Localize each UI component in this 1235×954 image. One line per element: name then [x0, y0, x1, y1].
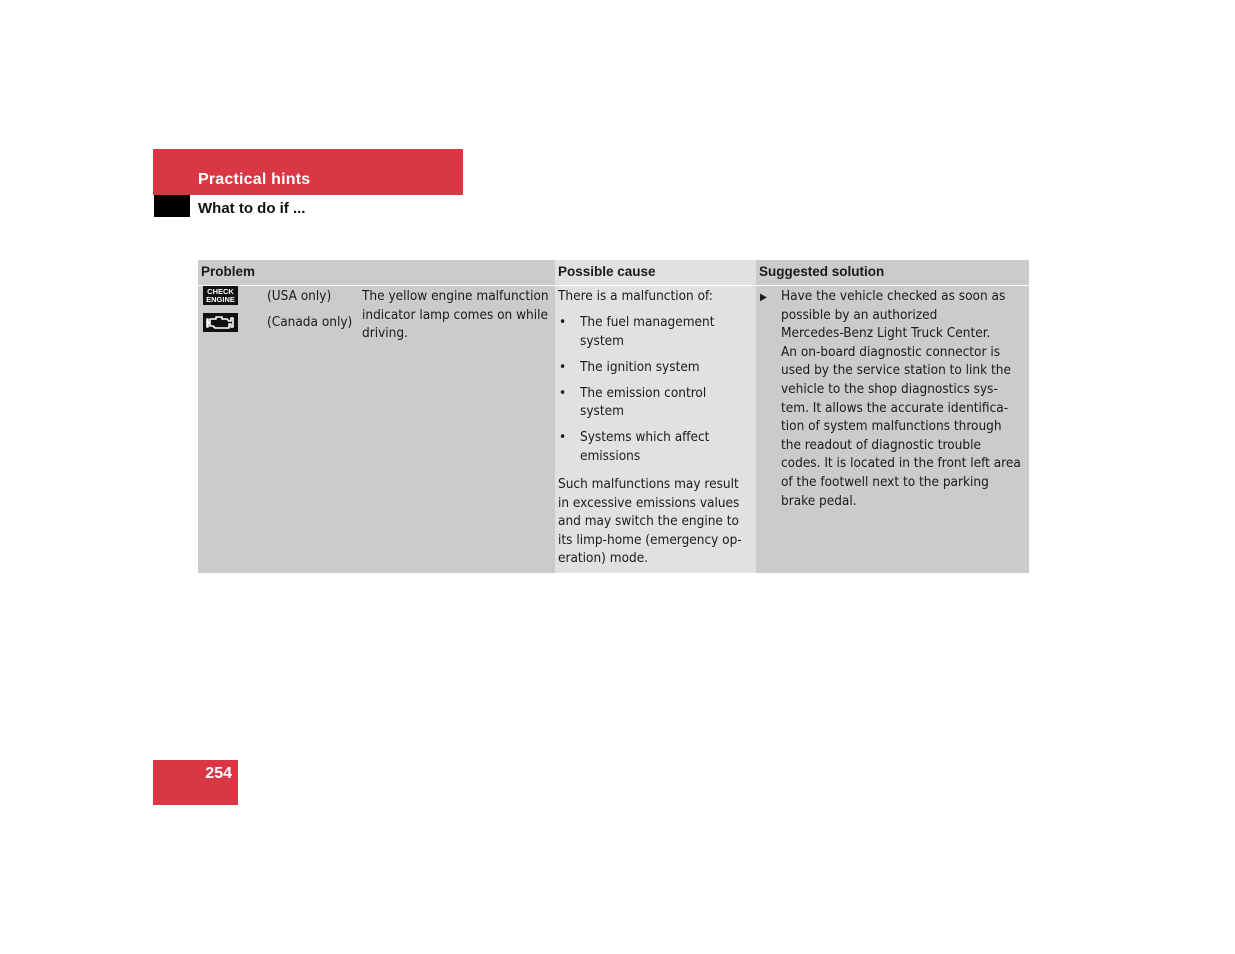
bullet-icon: • [559, 429, 567, 446]
list-item: • Systems which affect emissions [559, 429, 710, 465]
table-header-row [198, 260, 1029, 285]
page-subtitle: What to do if ... [198, 200, 306, 217]
column-header-cause: Possible cause [555, 260, 756, 285]
page-number-tab [153, 760, 238, 805]
region-usa: (USA only) [267, 288, 332, 304]
list-item: • The fuel management system [559, 314, 715, 349]
arrow-right-icon: ▶ [760, 292, 767, 303]
bullet-icon: • [559, 384, 567, 401]
solution-cell [756, 286, 1029, 573]
section-marker [154, 195, 190, 217]
column-header-solution: Suggested solution [756, 260, 1029, 285]
page-number: 254 [205, 765, 232, 782]
bullet-icon: • [559, 358, 567, 375]
section-header-bar [153, 149, 463, 195]
check-engine-text-icon: CHECK ENGINE [203, 286, 238, 305]
cause-cell [555, 286, 756, 573]
engine-outline-icon [203, 313, 238, 332]
list-item: • The emission control system [559, 384, 707, 420]
cause-intro: There is a malfunction of: [558, 288, 713, 304]
troubleshooting-table [198, 260, 1029, 573]
cause-list [558, 313, 753, 473]
solution-text: Have the vehicle checked as soon as possible by an authorized Mercedes-Benz Light Truck Center. An on-board diagnostic connector is used by the service station to link the vehicle to the shop diagnostics sys- tem. It allows the accurate identifica- tion of system malfunctions through the readout of diagnostic trouble codes. It is located in the front left area of the footwell next to the parking brake pedal. [781, 288, 1021, 509]
region-canada: (Canada only) [267, 314, 353, 330]
table-row [198, 286, 1029, 573]
cause-note: Such malfunctions may result in excessive emissions values and may switch the engine to its limp-home (emergency op- eration) mode. [558, 476, 742, 567]
problem-cell [198, 286, 555, 573]
problem-description: The yellow engine malfunction indicator lamp comes on while driving. [362, 288, 549, 342]
column-header-problem: Problem [198, 260, 555, 285]
bullet-icon: • [559, 314, 567, 330]
list-item: • The ignition system [559, 358, 700, 375]
section-title: Practical hints [198, 171, 311, 188]
